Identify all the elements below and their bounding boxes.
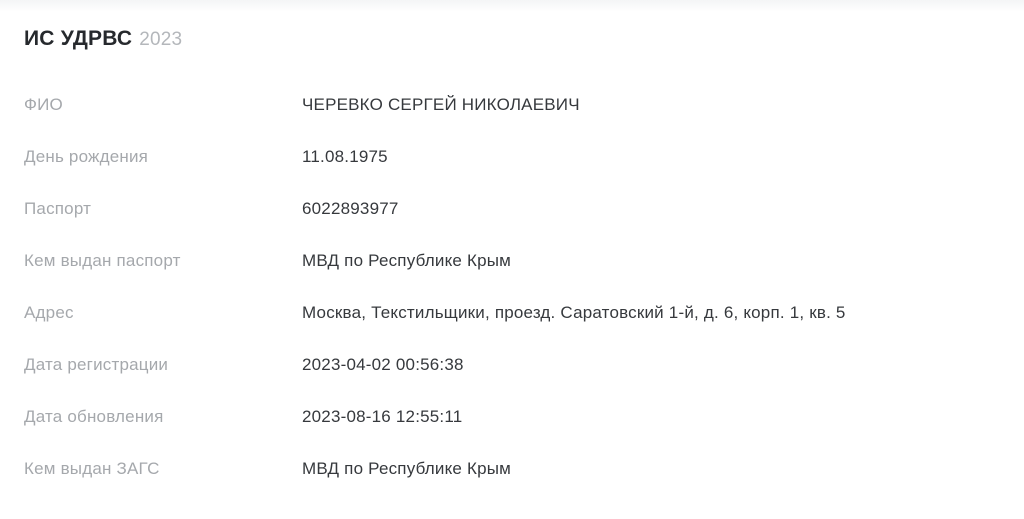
field-label: Дата обновления — [24, 407, 164, 426]
page-title-line — [24, 27, 1000, 52]
record-row-zags-issuer — [24, 443, 1000, 495]
field-label: Дата регистрации — [24, 355, 169, 374]
field-value: МВД по Республике Крым — [302, 251, 512, 270]
field-label: Адрес — [24, 303, 74, 322]
page-title: ИС УДРВС — [24, 27, 133, 50]
record-row-address — [24, 287, 1000, 339]
field-label: Паспорт — [24, 199, 92, 218]
field-value: ЧЕРЕВКО СЕРГЕЙ НИКОЛАЕВИЧ — [302, 95, 580, 114]
field-label: Кем выдан паспорт — [24, 251, 181, 270]
field-value: 2023-04-02 00:56:38 — [302, 355, 464, 374]
top-edge-shade — [0, 0, 1024, 12]
page-title-year: 2023 — [139, 29, 183, 50]
field-label: Кем выдан ЗАГС — [24, 459, 160, 478]
field-label: День рождения — [24, 147, 149, 166]
field-value: МВД по Республике Крым — [302, 459, 512, 478]
record-row-registration-date — [24, 339, 1000, 391]
record-row-update-date — [24, 391, 1000, 443]
field-value: 2023-08-16 12:55:11 — [302, 407, 463, 426]
record-row-passport-issuer — [24, 235, 1000, 287]
field-value: 6022893977 — [302, 199, 399, 218]
field-label: ФИО — [24, 95, 63, 114]
field-value: 11.08.1975 — [302, 147, 388, 166]
record-row-passport — [24, 183, 1000, 235]
record-fields — [0, 79, 1024, 495]
field-value: Москва, Текстильщики, проезд. Саратовский 1-й, д. 6, корп. 1, кв. 5 — [302, 303, 846, 322]
record-row-fio — [24, 79, 1000, 131]
record-row-birthdate — [24, 131, 1000, 183]
